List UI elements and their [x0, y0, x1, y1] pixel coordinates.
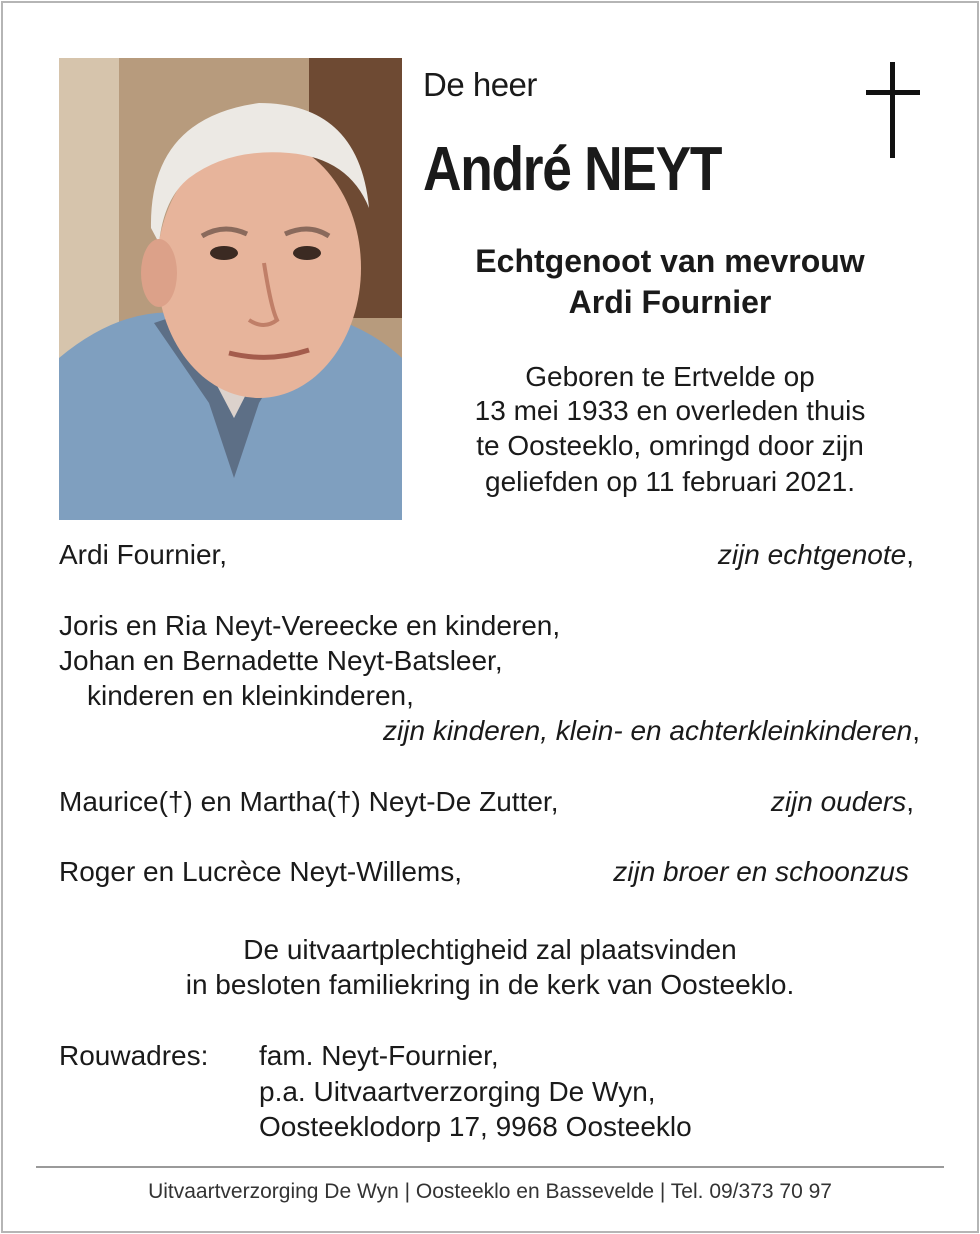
- portrait-illustration: [59, 58, 402, 520]
- birth-line-3: te Oosteeklo, omringd door zijn: [476, 430, 864, 461]
- salutation: De heer: [423, 66, 537, 103]
- wife-role-group: [718, 539, 914, 571]
- children-line-3: kinderen en kleinkinderen,: [87, 680, 414, 711]
- funeral-line-2: in besloten familiekring in de kerk van Oosteeklo.: [185, 969, 795, 1000]
- parents-name: Maurice(†) en Martha(†) Neyt-De Zutter,: [59, 786, 559, 817]
- wife-role-comma: ,: [906, 539, 914, 570]
- address-line-3: Oosteeklodorp 17, 9968 Oosteeklo: [259, 1111, 692, 1142]
- children-line-1: Joris en Ria Neyt-Vereecke en kinderen,: [59, 610, 561, 641]
- birth-line-4: geliefden op 11 februari 2021.: [485, 466, 855, 497]
- birth-line-2: 13 mei 1933 en overleden thuis: [474, 395, 866, 426]
- address-line-1: fam. Neyt-Fournier,: [259, 1040, 499, 1071]
- birth-line-1: Geboren te Ertvelde op: [525, 361, 815, 392]
- parents-role-comma: ,: [906, 786, 914, 817]
- footer-text: Uitvaartverzorging De Wyn | Oosteeklo en Bassevelde | Tel. 09/373 70 97: [148, 1180, 832, 1203]
- children-role-group: [383, 715, 920, 747]
- children-role: zijn kinderen, klein- en achterkleinkinderen: [383, 715, 913, 746]
- children-role-comma: ,: [912, 715, 920, 746]
- footer-divider: [36, 1166, 944, 1168]
- sibling-role: zijn broer en schoonzus: [613, 856, 909, 887]
- funeral-line-1: De uitvaartplechtigheid zal plaatsvinden: [243, 934, 737, 965]
- address-line-2: p.a. Uitvaartverzorging De Wyn,: [259, 1076, 656, 1107]
- children-line-2: Johan en Bernadette Neyt-Batsleer,: [59, 645, 503, 676]
- wife-role: zijn echtgenote: [717, 539, 907, 570]
- parents-role: zijn ouders: [770, 786, 907, 817]
- address-label: Rouwadres:: [59, 1040, 209, 1071]
- portrait-photo: [59, 58, 402, 520]
- sibling-name: Roger en Lucrèce Neyt-Willems,: [59, 856, 463, 887]
- wife-name: Ardi Fournier,: [59, 539, 228, 570]
- deceased-name: André NEYT: [423, 135, 722, 204]
- parents-role-group: [771, 786, 914, 818]
- cross-icon: [866, 62, 920, 158]
- spouse-line-2: Ardi Fournier: [568, 284, 772, 320]
- spouse-line-1: Echtgenoot van mevrouw: [475, 243, 865, 279]
